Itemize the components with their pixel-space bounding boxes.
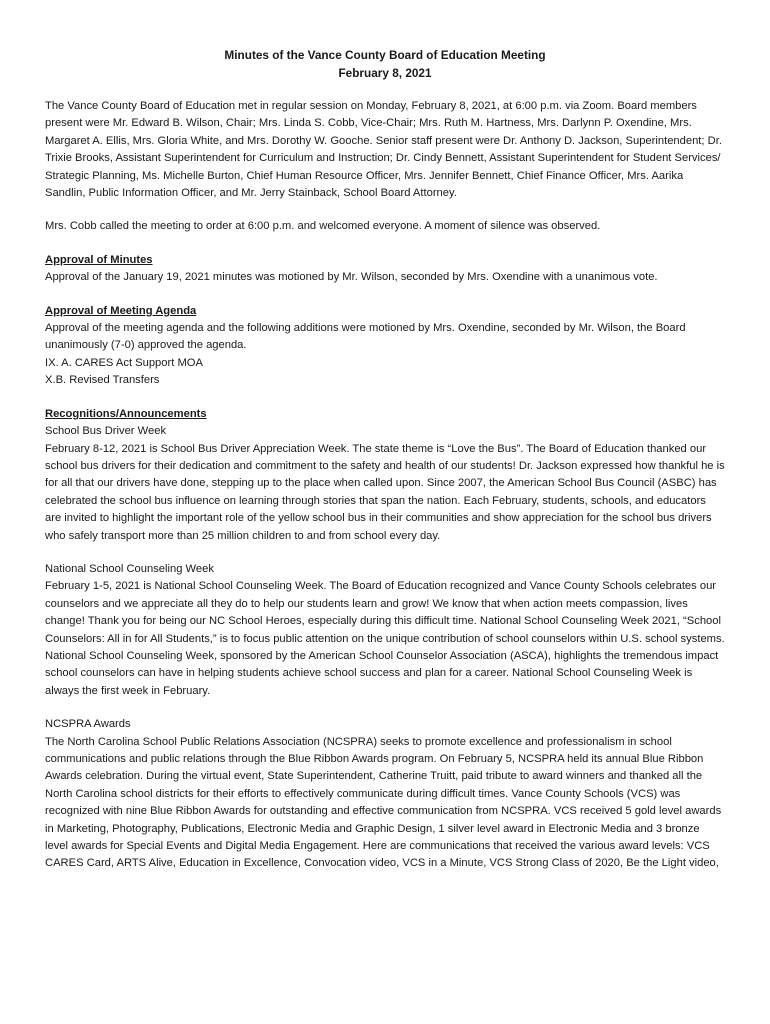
ncspra-awards-text: The North Carolina School Public Relations Association (NCSPRA) seeks to promote excellence and professionalism in school communications and public relations through the Blue Ribbon Awards program. On February 5, NCSPRA held its annual Blue Ribbon Awards celebration. During the virtual event, State Superintendent, Catherine Truitt, paid tribute to award winners and thanked all the North Carolina school districts for their efforts to effectively communicate during difficult times. Vance County Schools (VCS) was recognized with nine Blue Ribbon Awards for outstanding and effective communication from NCSPRA. VCS received 5 gold level awards in Marketing, Photography, Publications, Electronic Media and Graphic Design, 1 silver level award in Electronic Media and 3 bronze level awards for Special Events and Digital Media Engagement. Here are communications that received the various award levels: VCS CARES Card, ARTS Alive, Education in Excellence, Convocation video, VCS in a Minute, VCS Strong Class of 2020, Be the Light video, xyxy=(45,735,722,870)
document-title: Minutes of the Vance County Board of Education Meeting xyxy=(224,48,546,62)
call-to-order-paragraph: Mrs. Cobb called the meeting to order at 6:00 p.m. and welcomed everyone. A moment of silence was observed. xyxy=(45,220,601,233)
recognitions-heading: Recognitions/Announcements xyxy=(45,407,207,420)
school-counseling-week xyxy=(45,561,725,700)
ncspra-awards xyxy=(45,716,725,873)
approval-minutes-section xyxy=(45,252,725,287)
intro-paragraph: The Vance County Board of Education met in regular session on Monday, February 8, 2021, at 6:00 p.m. via Zoom. Board members present were Mr. Edward B. Wilson, Chair; Mrs. Linda S. Cobb, Vice-Chair; Mrs. Ruth M. Hartness, Mrs. Darlynn P. Oxendine, Mrs. Margaret A. Ellis, Mrs. Gloria White, and Mrs. Dorothy W. Gooche. Senior staff present were Dr. Anthony D. Jackson, Superintendent; Dr. Trixie Brooks, Assistant Superintendent for Curriculum and Instruction; Dr. Cindy Bennett, Assistant Superintendent for Student Services/ Strategic Planning, Ms. Michelle Burton, Chief Human Resource Officer, Mrs. Jennifer Bennett, Chief Finance Officer, Mrs. Aarika Sandlin, Public Information Officer, and Mr. Jerry Stainback, School Board Attorney. xyxy=(45,100,722,200)
ncspra-awards-title: NCSPRA Awards xyxy=(45,718,131,731)
bus-driver-week xyxy=(45,423,725,545)
approval-agenda-text: Approval of the meeting agenda and the following additions were motioned by Mrs. Oxendine, seconded by Mr. Wilson, the Board unanimously (7-0) approved the agenda. xyxy=(45,322,686,352)
agenda-addition-item: X.B. Revised Transfers xyxy=(45,374,160,387)
school-counseling-week-text: February 1-5, 2021 is National School Counseling Week. The Board of Education recognized and Vance County Schools celebrates our counselors and we appreciate all they do to help our students learn and grow! We know that when action meets compassion, lives change! Thank you for being our NC School Heroes, especially during this difficult time. National School Counseling Week 2021, “School Counselors: All in for All Students,” is to focus public attention on the unique contribution of school counselors within U.S. school systems. National School Counseling Week, sponsored by the American School Counselor Association (ASCA), highlights the tremendous impact school counselors can have in helping students achieve school success and plan for a career. National School Counseling Week is always the first week in February. xyxy=(45,580,725,697)
approval-agenda-heading: Approval of Meeting Agenda xyxy=(45,304,197,317)
bus-driver-week-text: February 8-12, 2021 is School Bus Driver Appreciation Week. The state theme is “Love the Bus”. The Board of Education thanked our school bus drivers for their dedication and commitment to the safety and health of our students! Dr. Jackson expressed how thankful he is for all that our drivers have done, stepping up to the place when called upon. Since 2007, the American School Bus Council (ASBC) has celebrated the school bus influence on learning through stories that span the nation. Each February, students, schools, and educators are invited to highlight the important role of the yellow school bus in their communities and show appreciation for the school bus drivers who safely transport more than 25 million children to and from school every day. xyxy=(45,442,725,542)
school-counseling-week-title: National School Counseling Week xyxy=(45,562,214,575)
document-page xyxy=(45,46,725,889)
agenda-addition-item: IX. A. CARES Act Support MOA xyxy=(45,356,203,369)
bus-driver-week-title: School Bus Driver Week xyxy=(45,425,167,438)
approval-minutes-text: Approval of the January 19, 2021 minutes was motioned by Mr. Wilson, seconded by Mrs. Oxendine with a unanimous vote. xyxy=(45,271,658,284)
recognitions-section xyxy=(45,406,725,873)
approval-minutes-heading: Approval of Minutes xyxy=(45,253,153,266)
document-date: February 8, 2021 xyxy=(338,66,432,80)
approval-agenda-section xyxy=(45,303,725,390)
